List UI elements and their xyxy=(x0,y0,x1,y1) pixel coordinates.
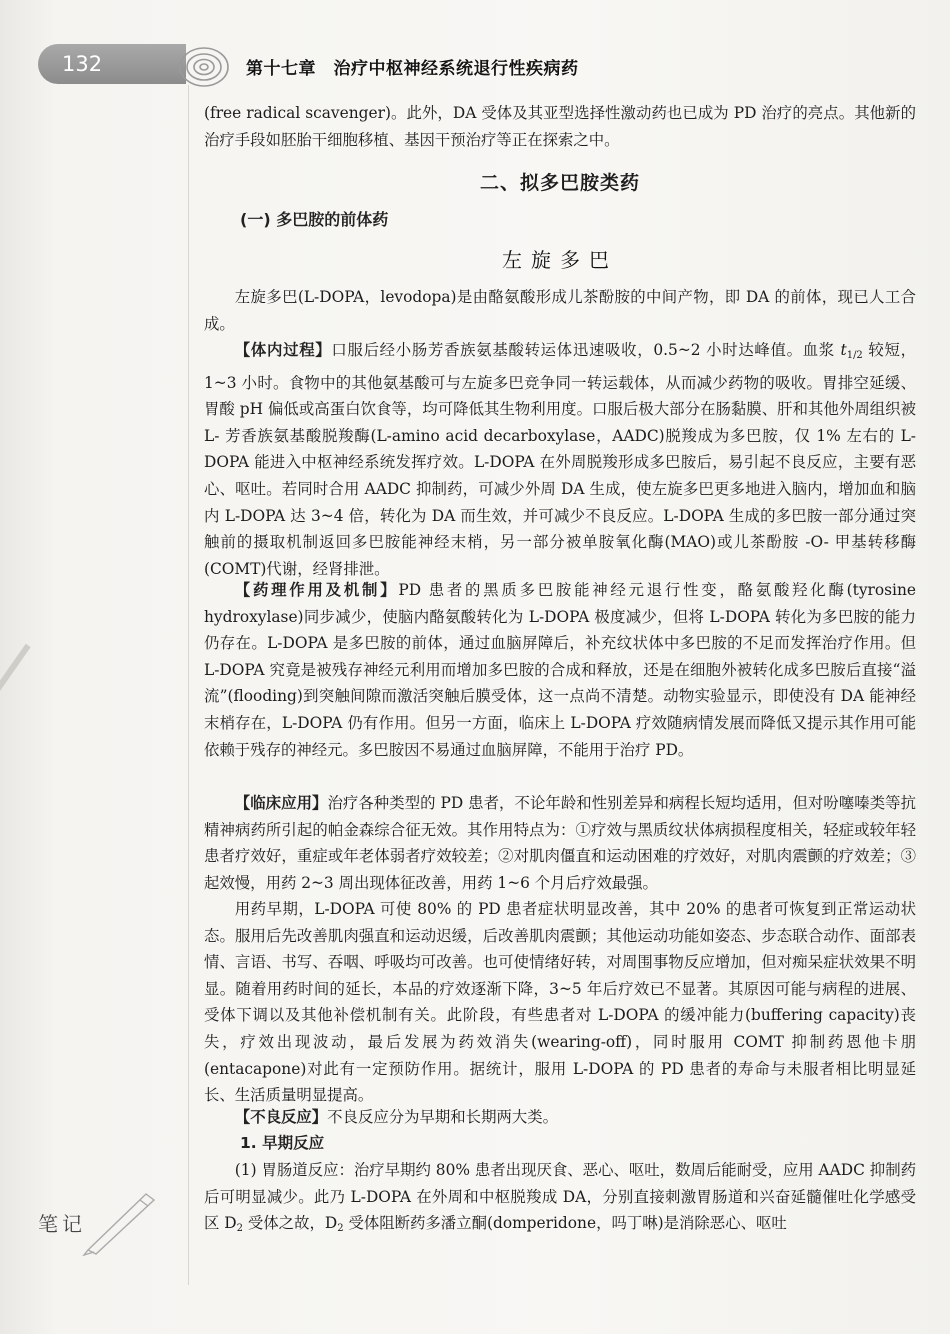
pharmacokinetics-paragraph xyxy=(204,337,916,582)
chapter-title: 第十七章 治疗中枢神经系统退行性疾病药 xyxy=(246,59,579,79)
gi-text-a: (1) 胃肠道反应：治疗早期约 80% 患者出现厌食、恶心、呕吐，数周后能耐受，应用 AADC 抑制药后可明显减少。此乃 L-DOPA 在外周和中枢脱羧成 DA，分别直接刺激胃肠道和兴奋延髓催吐化学感受区 D xyxy=(204,1161,916,1233)
section-title: 二、拟多巴胺类药 xyxy=(479,172,640,194)
clinical-use-text: 治疗各种类型的 PD 患者，不论年龄和性别差异和病程长短均适用，但对吩噻嗪类等抗精神病药所引起的帕金森综合征无效。其作用特点为：①疗效与黑质纹状体病损程度相关，轻症或较年轻患者疗效好，重症或年老体弱者疗效较差；②对肌肉僵直和运动困难的疗效好，对肌肉震颤的疗效差；③起效慢，用药 2~3 周出现体征改善，用药 1~6 个月后疗效最强。 xyxy=(204,794,916,892)
subsection-title: (一) 多巴胺的前体药 xyxy=(240,210,389,229)
clinical-use-tag: 【临床应用】 xyxy=(234,794,328,812)
early-reaction-heading: 1. 早期反应 xyxy=(240,1134,325,1152)
half-life-subscript: 1/2 xyxy=(846,350,863,361)
page-number-tab xyxy=(38,44,186,84)
pharmacokinetics-tag: 【体内过程】 xyxy=(234,341,332,359)
clinical-use-paragraph xyxy=(204,790,916,896)
drug-title: 左旋多巴 xyxy=(502,248,618,272)
pharmacology-text: PD 患者的黑质多巴胺能神经元退行性变，酪氨酸羟化酶(tyrosine hydroxylase)同步减少，使脑内酪氨酸转化为 L-DOPA 极度减少，但将 L-DOPA 转化为多巴胺的能力仍存在。L-DOPA 是多巴胺的前体，通过血脑屏障后，补充纹状体中多巴胺的不足而发挥治疗作用。但 L-DOPA 究竟是被残存神经元利用而增加多巴胺的合成和释放，还是在细胞外被转化成多巴胺后直接“溢流”(flooding)到突触间隙而激活突触后膜受体，这一点尚不清楚。动物实验显示，即使没有 DA 能神经末梢存在，L-DOPA 仍有作用。但另一方面，临床上 L-DOPA 疗效随病情发展而降低又提示其作用可能依赖于残存的神经元。多巴胺因不易通过血脑屏障，不能用于治疗 PD。 xyxy=(204,581,916,759)
page-number: 132 xyxy=(62,52,103,76)
adverse-tag: 【不良反应】 xyxy=(234,1108,328,1126)
adverse-paragraph xyxy=(204,1104,916,1131)
pharmacology-paragraph xyxy=(204,577,916,763)
clinical-use-paragraph-2: 用药早期，L-DOPA 可使 80% 的 PD 患者症状明显改善，其中 20% 的患者可恢复到正常运动状态。服用后先改善肌肉强直和运动迟缓，后改善肌肉震颤；其他运动功能如姿态、步态联合动作、面部表情、言语、书写、吞咽、呼吸均可改善。也可使情绪好转，对周围事物反应增加，但对痴呆症状效果不明显。随着用药时间的延长，本品的疗效逐渐下降，3~5 年后疗效已不显著。其原因可能与病程的进展、受体下调以及其他补偿机制有关。此阶段，有些患者对 L-DOPA 的缓冲能力(buffering capacity)丧失，疗效出现波动，最后发展为药效消失(wearing-off)，同时服用 COMT 抑制药恩他卡朋(entacapone)对此有一定预防作用。据统计，服用 L-DOPA 的 PD 患者的寿命与未服者相比明显延长、生活质量明显提高。 xyxy=(204,900,916,1105)
pharmacology-tag: 【药理作用及机制】 xyxy=(234,581,399,599)
drug-intro-paragraph: 左旋多巴(L-DOPA，levodopa)是由酪氨酸形成儿茶酚胺的中间产物，即 DA 的前体，现已人工合成。 xyxy=(204,288,916,333)
intro-paragraph: (free radical scavenger)。此外，DA 受体及其亚型选择性激动药也已成为 PD 治疗的亮点。其他新的治疗手段如胚胎干细胞移植、基因干预治疗等正在探索之中。 xyxy=(204,104,916,149)
gi-reaction-paragraph xyxy=(204,1157,916,1243)
d2-subscript-1: 2 xyxy=(236,1223,243,1235)
d2-subscript-2: 2 xyxy=(337,1223,344,1235)
pen-icon xyxy=(82,1186,160,1256)
swirl-ornament-icon xyxy=(176,42,232,92)
margin-rule xyxy=(188,85,189,1285)
gi-text-c: 受体阻断药多潘立酮(domperidone，吗丁啉)是消除恶心、呕吐 xyxy=(343,1214,787,1233)
pharmacokinetics-text-a: 口服后经小肠芳香族氨基酸转运体迅速吸收，0.5~2 小时达峰值。血浆 xyxy=(331,341,841,359)
pharmacokinetics-text-b: 较短，1~3 小时。食物中的其他氨基酸可与左旋多巴竞争同一转运载体，从而减少药物的吸收。胃排空延缓、胃酸 pH 偏低或高蛋白饮食等，均可降低其生物利用度。口服后极大部分在肠黏膜、肝和其他外周组织被 L- 芳香族氨基酸脱羧酶(L-amino acid decarboxylase，AADC)脱羧成为多巴胺，仅 1% 左右的 L-DOPA 能进入中枢神经系统发挥疗效。L-DOPA 在外周脱羧形成多巴胺后，易引起不良反应，主要有恶心、呕吐。若同时合用 AADC 抑制药，可减少外周 DA 生成，使左旋多巴更多地进入脑内，增加血和脑内 L-DOPA 达 3~4 倍，转化为 DA 而生效，并可减少不良反应。L-DOPA 生成的多巴胺一部分通过突触前的摄取机制返回多巴胺能神经末梢，另一部分被单胺氧化酶(MAO)或儿茶酚胺 -O- 甲基转移酶(COMT)代谢，经肾排泄。 xyxy=(204,341,916,578)
gi-text-b: 受体之故，D xyxy=(243,1214,338,1233)
adverse-text: 不良反应分为早期和长期两大类。 xyxy=(327,1108,559,1126)
half-life-symbol: t xyxy=(840,341,847,359)
notes-label: 笔记 xyxy=(38,1212,86,1236)
